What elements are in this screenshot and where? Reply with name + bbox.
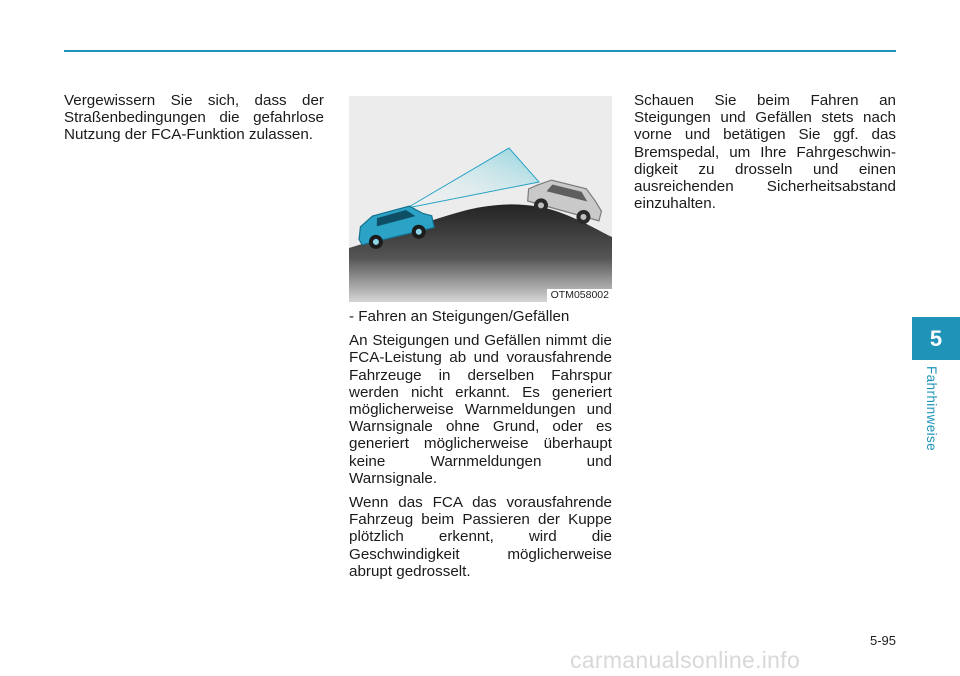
page-number: 5-95 [869, 633, 896, 648]
right-column [634, 92, 896, 219]
header-rule [64, 50, 896, 52]
left-paragraph: Vergewissern Sie sich, dass der Straßenbedingungen die gefahrlose Nutzung der FCA-Funktion zulassen. [64, 92, 324, 144]
middle-paragraph-2: Wenn das FCA das vorausfahrende Fahrzeug beim Passieren der Kuppe plötzlich erkennt, wird die Geschwindigkeit möglicherweise abrupt gedrosselt. [349, 494, 612, 580]
chapter-title: Fahrhinweise [924, 366, 939, 452]
figure-code: OTM058002 [547, 289, 612, 302]
chapter-number-tab[interactable]: 5 [912, 317, 960, 360]
hill-illustration [349, 96, 612, 302]
watermark: carmanualsonline.info [570, 647, 801, 673]
middle-paragraph-1: An Steigungen und Gefällen nimmt die FCA-Leistung ab und vorausfahrende Fahrzeuge in derselben Fahrspur werden nicht erkannt. Es generiert möglicherweise Warnmeldungen und Warnsignale ohne Grund, oder es generiert möglicherweise überhaupt keine Warnmeldungen und Warnsignale. [349, 332, 612, 487]
middle-column [349, 308, 612, 587]
section-heading: - Fahren an Steigungen/Gefällen [349, 308, 570, 325]
left-column [64, 92, 324, 151]
hill-drawing [349, 96, 612, 302]
right-paragraph: Schauen Sie beim Fahren an Steigungen und Gefällen stets nach vorne und betätigen Sie ggf. das Bremspedal, um Ihre Fahrgeschwindigkeit zu drosseln und einen ausreichenden Sicherheitsabstand einzuhalten. [634, 92, 896, 213]
